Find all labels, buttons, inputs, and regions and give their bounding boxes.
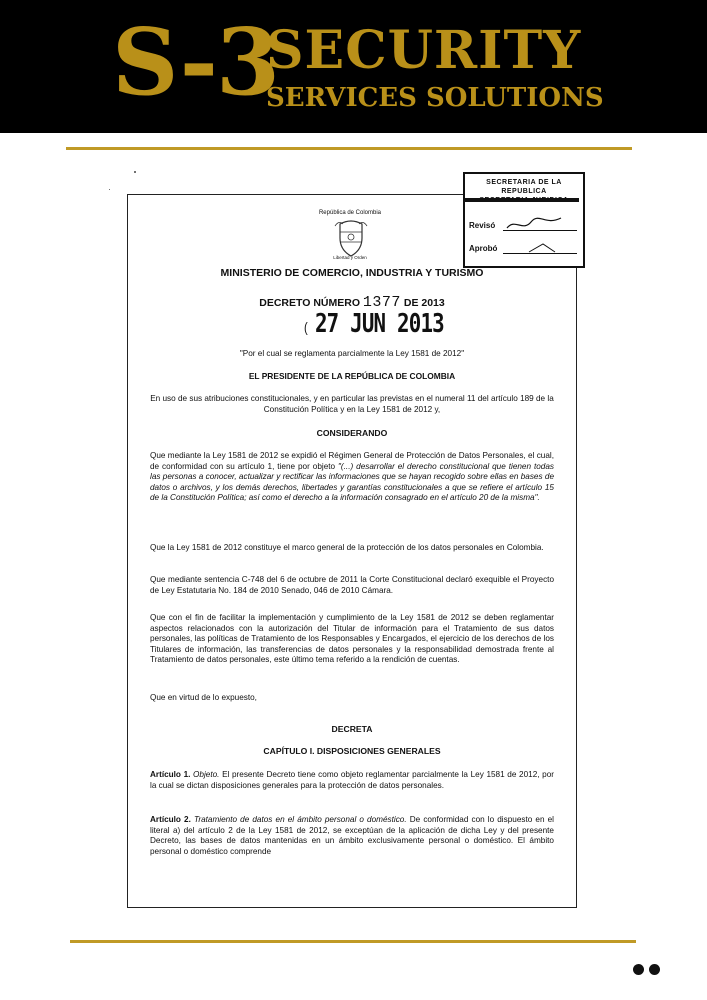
decree-suffix: DE 2013 (403, 297, 445, 309)
stamp-title: SECRETARIA DE LA REPUBLICA (486, 179, 562, 195)
considerando-heading: CONSIDERANDO (316, 428, 388, 438)
top-gold-divider (66, 147, 632, 150)
considerando-paragraph-2: Que la Ley 1581 de 2012 constituye el marco general de la protección de los datos personales en Colombia. (150, 543, 544, 552)
approval-stamp (463, 172, 585, 268)
logo-security-text: SECURITY (266, 20, 582, 81)
date-stamp (304, 309, 444, 339)
coat-of-arms-icon (334, 218, 368, 258)
stamp-bar (465, 198, 579, 202)
decree-number: 1377 (362, 294, 401, 311)
stamp-reviso-label: Revisó (469, 221, 496, 230)
republic-label: República de Colombia (318, 210, 382, 216)
article-2-title: Tratamiento de datos en el ámbito personal o doméstico. (193, 815, 407, 824)
powers-paragraph: En uso de sus atribuciones constitucionales, y en particular las previstas en el numeral 11 del artículo 189 de la Constitución Política y en la Ley 1581 de 2012 y, (150, 394, 554, 414)
date-value: 27 JUN 2013 (314, 309, 444, 339)
motto-label: Libertad y Orden (333, 255, 367, 260)
dot-icon (649, 964, 660, 975)
article-1-label: Artículo 1. (150, 770, 191, 779)
logo-services-text: SERVICES SOLUTIONS (266, 83, 604, 113)
bottom-gold-divider (70, 940, 636, 943)
considerando-paragraph-3: Que mediante sentencia C-748 del 6 de octubre de 2011 la Corte Constitucional declaró exequible el Proyecto de Ley Estatutaria No. 184 de 2010 Senado, 046 de 2010 Cámara. (150, 575, 554, 595)
considerando-paragraph-1: Que mediante la Ley 1581 de 2012 se expidió el Régimen General de Protección de Datos Personales, el cual, de conformidad con su artículo 1, tiene por objeto "(...) desarrollar el derecho constitucional que tienen todas las personas a conocer, actualizar y rectificar las informaciones que se hayan recogido sobre ellas en bases de datos o archivos, y los demás derechos, libertades y garantías constitucionales a que se refiere el artículo 15 de la Constitución Política; así como el derecho a la información consagrado en el artículo 20 de la misma". (150, 451, 554, 503)
signature-scribble (505, 214, 565, 234)
article-1-title: Objeto. (193, 770, 220, 779)
signature-scribble (525, 240, 565, 256)
chapter-heading: CAPÍTULO I. DISPOSICIONES GENERALES (263, 746, 441, 756)
header-banner (0, 0, 707, 133)
decree-subject: "Por el cual se reglamenta parcialmente la Ley 1581 de 2012" (239, 349, 465, 358)
scan-speck (134, 171, 136, 173)
decreta-heading: DECRETA (331, 724, 373, 734)
president-heading: EL PRESIDENTE DE LA REPÚBLICA DE COLOMBIA (248, 371, 456, 381)
article-1: Artículo 1. Objeto. El presente Decreto tiene como objeto reglamentar parcialmente la Ley 1581 de 2012, por la cual se dictan disposiciones generales para la protección de datos personales. (150, 770, 554, 790)
article-2: Artículo 2. Tratamiento de datos en el ámbito personal o doméstico. De conformidad con lo dispuesto en el literal a) del artículo 2 de la Ley 1581 de 2012, se exceptúan de la aplicación de dicha Ley y del presente Decreto, las bases de datos mantenidas en un ámbito exclusivamente personal o doméstico. El ámbito personal o doméstico comprende (150, 815, 554, 856)
ministry-title: MINISTERIO DE COMERCIO, INDUSTRIA Y TURISMO (220, 267, 484, 279)
scan-speck (109, 189, 110, 190)
logo-s3: S-3 (112, 8, 279, 116)
dot-icon (633, 964, 644, 975)
stamp-aprobo-label: Aprobó (469, 244, 498, 253)
decree-prefix: DECRETO NÚMERO (259, 297, 360, 309)
article-2-label: Artículo 2. (150, 815, 191, 824)
considerando-paragraph-4: Que con el fin de facilitar la implementación y cumplimiento de la Ley 1581 de 2012 se deben reglamentar aspectos relacionados con la autorización del Titular de información para el Tratamiento de sus datos personales, las políticas de Tratamiento de los Responsables y Encargados, el ejercicio de los derechos de los Titulares de información, las transferencias de datos personales y la responsabilidad demostrada frente al Tratamiento de datos personales, este último tema referido a la rendición de cuentas. (150, 613, 554, 665)
page-dots (633, 962, 665, 980)
date-paren: ( (304, 319, 307, 335)
considerando-paragraph-5: Que en virtud de lo expuesto, (150, 693, 257, 702)
